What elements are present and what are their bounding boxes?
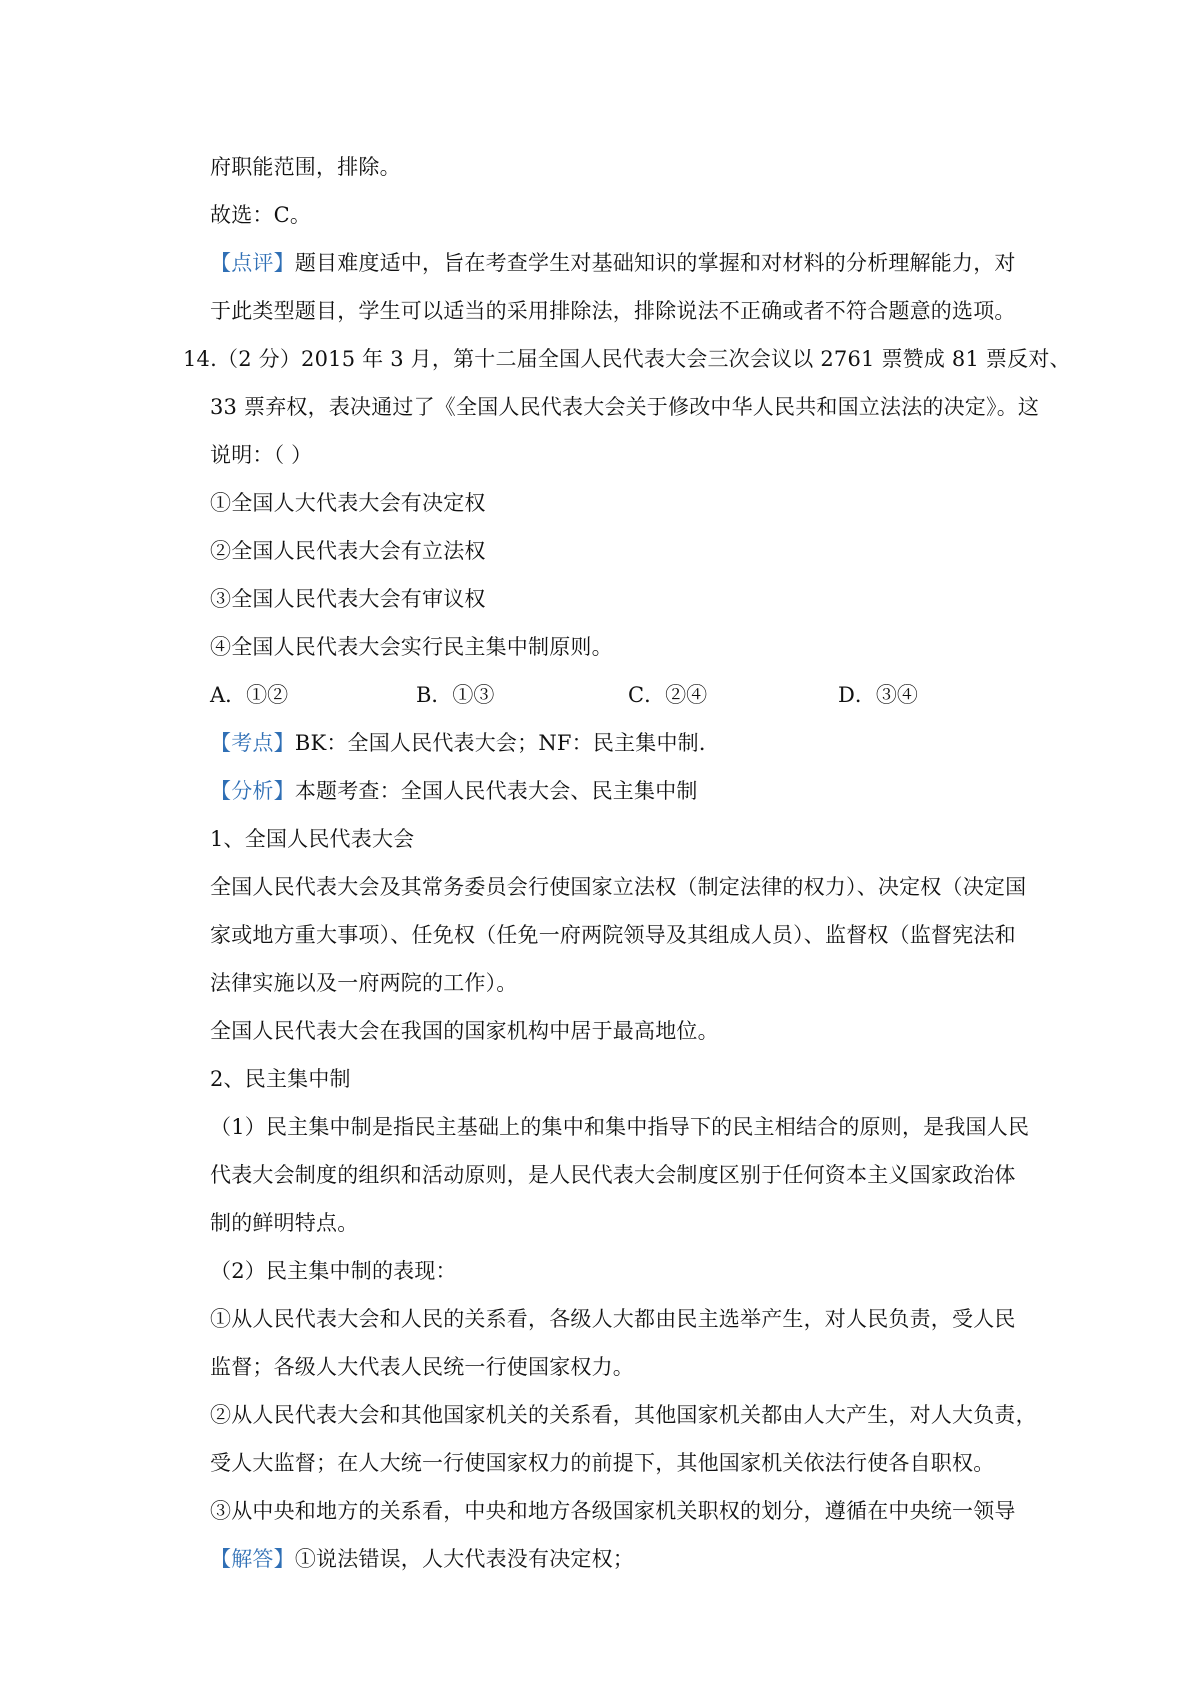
text-line: 代表大会制度的组织和活动原则，是人民代表大会制度区别于任何资本主义国家政治体: [210, 1163, 1016, 1187]
fenxi-tag: 【分析】: [210, 779, 295, 803]
section-title: 1、全国人民代表大会: [210, 827, 415, 851]
text-line: （1）民主集中制是指民主基础上的集中和集中指导下的民主相结合的原则，是我国人民: [210, 1115, 1030, 1139]
fenxi-line: [210, 776, 1030, 806]
option-d: D．③④: [838, 683, 918, 707]
fenxi-text: 本题考查：全国人民代表大会、民主集中制: [294, 779, 698, 803]
text-line: 监督；各级人大代表人民统一行使国家权力。: [210, 1355, 634, 1379]
kaodian-text: BK：全国人民代表大会；NF：民主集中制．: [294, 731, 721, 755]
text-line: 制的鲜明特点。: [210, 1211, 359, 1235]
comment-line: [210, 248, 1030, 278]
question-stem: 14.（2 分）2015 年 3 月，第十二届全国人民代表大会三次会议以 2761 票赞成 81 票反对、: [183, 347, 1071, 371]
text-line: 全国人民代表大会及其常务委员会行使国家立法权（制定法律的权力）、决定权（决定国: [210, 875, 1027, 899]
text-line: 故选：C。: [210, 203, 312, 227]
statement-3: ③全国人民代表大会有审议权: [210, 587, 486, 611]
text-line: （2）民主集中制的表现：: [210, 1259, 457, 1283]
text-line: 法律实施以及一府两院的工作）。: [210, 971, 518, 995]
statement-4: ④全国人民代表大会实行民主集中制原则。: [210, 635, 613, 659]
text-line: ③从中央和地方的关系看，中央和地方各级国家机关职权的划分，遵循在中央统一领导: [210, 1499, 1016, 1523]
option-c: C．②④: [628, 683, 708, 707]
question-stem: 33 票弃权，表决通过了《全国人民代表大会关于修改中华人民共和国立法法的决定》。这: [210, 395, 1040, 419]
kaodian-tag: 【考点】: [210, 731, 295, 755]
statement-2: ②全国人民代表大会有立法权: [210, 539, 486, 563]
text-line: ②从人民代表大会和其他国家机关的关系看，其他国家机关都由人大产生，对人大负责，: [210, 1403, 1037, 1427]
comment-text: 题目难度适中，旨在考查学生对基础知识的掌握和对材料的分析理解能力，对: [294, 251, 1016, 275]
text-line: ①从人民代表大会和人民的关系看，各级人大都由民主选举产生，对人民负责，受人民: [210, 1307, 1016, 1331]
text-line: 于此类型题目，学生可以适当的采用排除法，排除说法不正确或者不符合题意的选项。: [210, 299, 1016, 323]
section-title: 2、民主集中制: [210, 1067, 351, 1091]
text-line: 府职能范围，排除。: [210, 155, 401, 179]
statement-1: ①全国人大代表大会有决定权: [210, 491, 486, 515]
jieda-tag: 【解答】: [210, 1547, 295, 1571]
option-b: B．①③: [416, 683, 495, 707]
text-line: 受人大监督；在人大统一行使国家权力的前提下，其他国家机关依法行使各自职权。: [210, 1451, 995, 1475]
question-stem: 说明：（ ）: [210, 443, 313, 467]
option-a: A．①②: [210, 683, 289, 707]
kaodian-line: [210, 728, 1030, 758]
text-line: 全国人民代表大会在我国的国家机构中居于最高地位。: [210, 1019, 719, 1043]
comment-tag: 【点评】: [210, 251, 295, 275]
jieda-line: [210, 1544, 1030, 1574]
jieda-text: ①说法错误，人大代表没有决定权；: [294, 1547, 635, 1571]
text-line: 家或地方重大事项）、任免权（任免一府两院领导及其组成人员）、监督权（监督宪法和: [210, 923, 1016, 947]
